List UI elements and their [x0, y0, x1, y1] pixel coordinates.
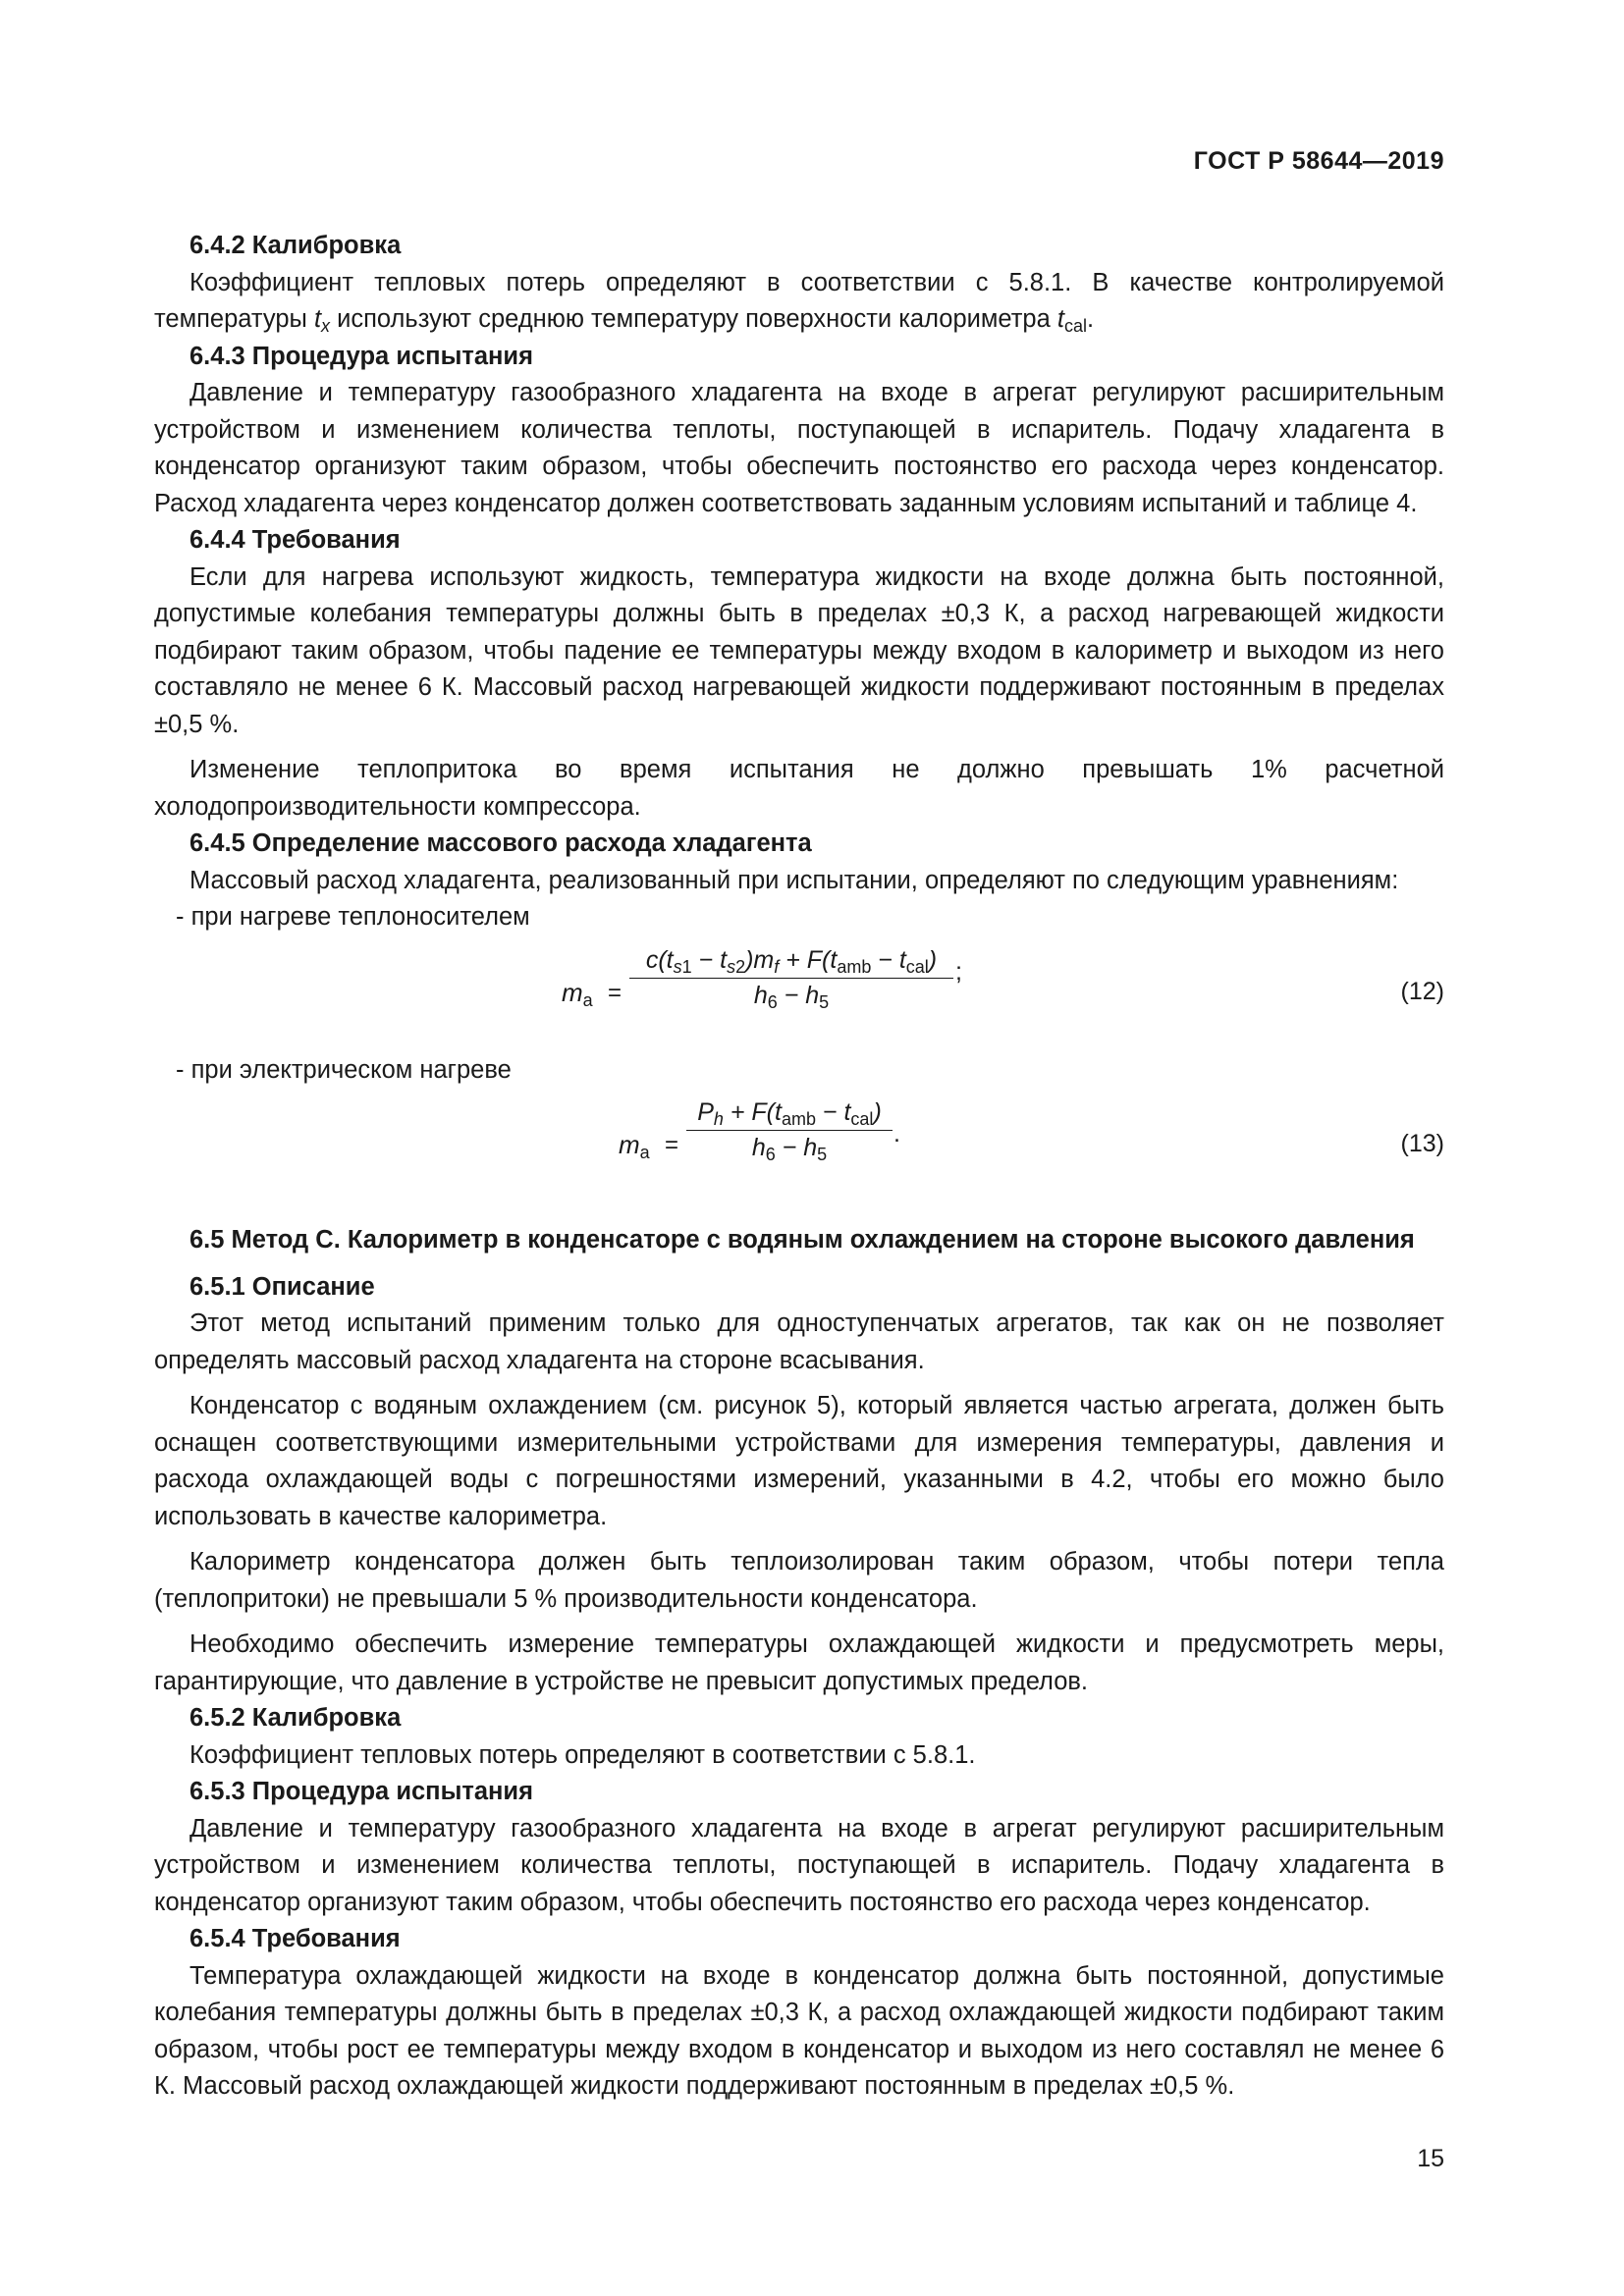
text-run: .	[1086, 305, 1095, 333]
section-6-5-4-title: 6.5.4 Требования	[189, 1925, 401, 1952]
formula-13-lhs	[619, 1127, 650, 1164]
section-6-4-4-title: 6.4.4 Требования	[189, 526, 401, 554]
text-run: Коэффициент тепловых потерь определяют в соответствии с 5.8.1. В качестве контролируемой температуры	[154, 268, 1444, 333]
section-6-5-4-text: Температура охлаждающей жидкости на входе в конденсатор должна быть постоянной, допустимые колебания температуры должны быть в пределах ±0,3 К, а расход охлаждающей жидкости подбирают таким образом, чтобы рост ее температуры между входом в конденсатор и выходом из него составлял не менее 6 К. Массовый расход охлаждающей жидкости поддерживают постоянным в пределах ±0,5 %.	[154, 1961, 1444, 2100]
section-6-4-2-text	[154, 265, 1444, 339]
symbol-t: t	[1056, 305, 1064, 333]
section-6-5-3-text: Давление и температуру газообразного хладагента на входе в агрегат регулируют расширительным устройством и изменением количества теплоты, поступающей в испаритель. Подачу хладагента в конденсатор организуют таким образом, чтобы обеспечить постоянство его расхода через конденсатор.	[154, 1814, 1444, 1916]
formula-12-number: (12)	[1400, 977, 1444, 1005]
subscript-cal: cal	[1063, 316, 1087, 336]
section-6-4-4-text-2: Изменение теплопритока во время испытания не должно превышать 1% расчетной холодопроизводительности компрессора.	[154, 756, 1444, 821]
section-6-4-3-title: 6.4.3 Процедура испытания	[189, 342, 533, 370]
list-item-heat-carrier: - при нагреве теплоносителем	[176, 903, 530, 931]
section-6-4-5-title: 6.4.5 Определение массового расхода хладагента	[189, 829, 812, 857]
section-6-5-2-text: Коэффициент тепловых потерь определяют в соответствии с 5.8.1.	[189, 1740, 976, 1769]
section-6-5-1-text-3: Калориметр конденсатора должен быть теплоизолирован таким образом, чтобы потери тепла (теплопритоки) не превышали 5 % производительности конденсатора.	[154, 1548, 1444, 1613]
section-6-4-3-text: Давление и температуру газообразного хладагента на входе в агрегат регулируют расширительным устройством и изменением количества теплоты, поступающей в испаритель. Подачу хладагента в конденсатор организуют таким образом, чтобы обеспечить постоянство его расхода через конденсатор. Расход хладагента через конденсатор должен соответствовать заданным условиям испытаний и таблице 4.	[154, 379, 1444, 517]
text-run: используют среднюю температуру поверхности калориметра	[330, 305, 1057, 333]
formula-13-fraction	[686, 1095, 893, 1164]
formula-12-fraction	[629, 942, 953, 1012]
equals-sign: =	[665, 1132, 679, 1158]
formula-12-numerator: $c(t_{s1} - t_{s2})m_f + F(t_{amb} - t_{cal})$	[645, 945, 938, 977]
section-6-5-1-text-1: Этот метод испытаний применим только для одноступенчатых агрегатов, так как он не позволяет определять массовый расход хладагента на стороне всасывания.	[154, 1309, 1444, 1374]
section-6-5-2-title: 6.5.2 Калибровка	[189, 1704, 402, 1732]
formula-13-denominator: $h_6 - h_5$	[751, 1134, 828, 1164]
page-body	[154, 228, 1444, 2106]
section-6-4-4-text-1: Если для нагрева используют жидкость, температура жидкости на входе должна быть постоянной, допустимые колебания температуры должны быть в пределах ±0,3 К, а расход нагревающей жидкости подбирают таким образом, чтобы падение ее температуры между входом в калориметр и выходом из него составляло не менее 6 К. Массовый расход нагревающей жидкости поддерживают постоянным в пределах ±0,5 %.	[154, 562, 1444, 738]
symbol-m: m	[562, 977, 583, 1007]
section-6-5-1-title: 6.5.1 Описание	[189, 1272, 375, 1301]
section-6-5-1-text-4: Необходимо обеспечить измерение температуры охлаждающей жидкости и предусмотреть меры, гарантирующие, что давление в устройстве не превысит допустимых пределов.	[154, 1630, 1444, 1695]
formula-13-number: (13)	[1400, 1130, 1444, 1157]
section-6-4-2-title: 6.4.2 Калибровка	[189, 232, 402, 259]
formula-12	[154, 942, 1444, 1041]
formula-13-numerator: $P_h + F(t_{amb} - t_{cal})$	[697, 1098, 882, 1129]
formula-12-lhs	[562, 975, 593, 1012]
section-6-5-title: 6.5 Метод С. Калориметр в конденсаторе с водяным охлаждением на стороне высокого давления	[189, 1226, 1415, 1254]
equals-sign: =	[608, 979, 623, 1006]
section-6-5-3-title: 6.5.3 Процедура испытания	[189, 1778, 533, 1805]
page-number: 15	[1417, 2145, 1444, 2172]
formula-13	[154, 1095, 1444, 1193]
symbol-m: m	[619, 1130, 640, 1159]
standard-designation: ГОСТ Р 58644—2019	[1193, 147, 1444, 175]
subscript-a: a	[582, 989, 593, 1010]
section-6-4-5-text: Массовый расход хладагента, реализованный при испытании, определяют по следующим уравнениям:	[189, 866, 1399, 894]
list-item-electric-heating: - при электрическом нагреве	[176, 1055, 512, 1084]
formula-12-denominator: $h_6 - h_5$	[753, 981, 830, 1012]
section-6-5-1-text-2: Конденсатор с водяным охлаждением (см. рисунок 5), который является частью агрегата, должен быть оснащен соответствующими измерительными устройствами для измерения температуры, давления и расхода охлаждающей воды с погрешностями измерений, указанными в 4.2, чтобы его можно было использовать в качестве калориметра.	[154, 1392, 1444, 1530]
formula-12-punct: ;	[955, 957, 962, 986]
formula-13-punct: .	[893, 1120, 900, 1148]
subscript-x: x	[321, 316, 331, 336]
symbol-t: t	[313, 305, 322, 333]
subscript-a: a	[639, 1143, 650, 1162]
